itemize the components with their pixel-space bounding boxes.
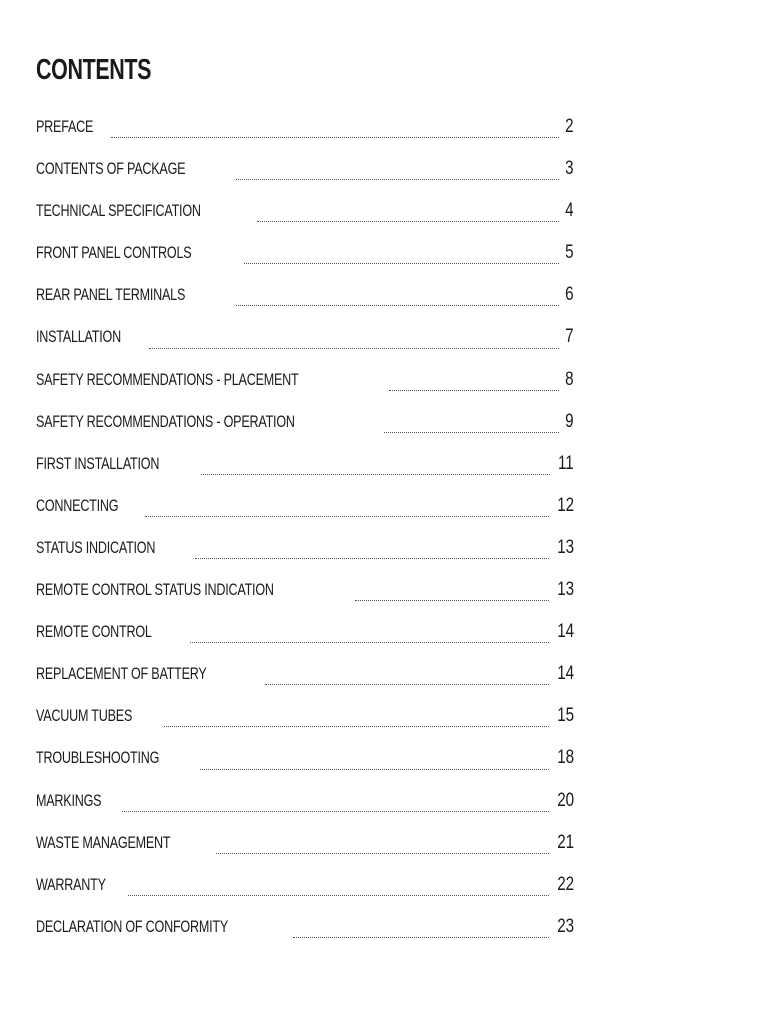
toc-entry (36, 322, 574, 364)
dot-leader (145, 515, 549, 517)
toc-entry-title: WARRANTY (36, 874, 106, 894)
toc-entry-title: FIRST INSTALLATION (36, 453, 160, 473)
dot-leader (384, 431, 560, 433)
toc-entry-page: 6 (565, 284, 574, 306)
toc-entry-title: PREFACE (36, 117, 94, 136)
toc-entry (36, 743, 574, 785)
toc-entry-title: REAR PANEL TERMINALS (36, 285, 186, 305)
toc-entry-title: TROUBLESHOOTING (36, 748, 160, 768)
dot-leader (389, 389, 560, 391)
toc-entry-page: 9 (565, 410, 574, 432)
toc-entry-title: WASTE MANAGEMENT (36, 832, 171, 852)
toc-entry (36, 659, 574, 701)
toc-entry (36, 701, 574, 743)
toc-entry (36, 912, 574, 954)
table-of-contents (36, 112, 574, 954)
dot-leader (265, 683, 549, 685)
toc-entry-page: 8 (565, 368, 574, 390)
toc-entry-page: 20 (557, 789, 574, 811)
toc-entry (36, 112, 574, 154)
dot-leader (236, 178, 560, 180)
toc-entry-page: 13 (557, 579, 574, 601)
toc-entry-title: SAFETY RECOMMENDATIONS - OPERATION (36, 411, 295, 431)
toc-entry-page: 22 (557, 873, 574, 895)
toc-entry (36, 491, 574, 533)
toc-entry-page: 5 (565, 242, 574, 264)
toc-entry-page: 14 (557, 663, 574, 685)
toc-entry-page: 12 (557, 494, 574, 516)
toc-entry-title: CONNECTING (36, 495, 119, 515)
toc-entry-page: 15 (557, 705, 574, 727)
toc-entry (36, 365, 574, 407)
toc-entry (36, 407, 574, 449)
toc-entry-title: CONTENTS OF PACKAGE (36, 159, 186, 179)
toc-entry (36, 870, 574, 912)
toc-entry-page: 21 (557, 831, 574, 853)
dot-leader (236, 304, 560, 306)
toc-entry (36, 786, 574, 828)
toc-entry (36, 617, 574, 659)
dot-leader (128, 894, 549, 896)
dot-leader (200, 768, 548, 770)
toc-entry-title: INSTALLATION (36, 327, 121, 347)
dot-leader (244, 262, 559, 264)
toc-entry-page: 4 (565, 200, 574, 222)
toc-entry-page: 13 (557, 536, 574, 558)
toc-entry-title: REMOTE CONTROL (36, 622, 152, 642)
toc-entry-page: 11 (558, 452, 574, 474)
toc-entry (36, 449, 574, 491)
dot-leader (149, 347, 560, 349)
dot-leader (201, 473, 551, 475)
toc-entry-title: TECHNICAL SPECIFICATION (36, 201, 201, 221)
toc-entry-page: 2 (565, 116, 574, 137)
dot-leader (122, 810, 549, 812)
toc-entry-title: STATUS INDICATION (36, 537, 156, 557)
toc-entry-title: REMOTE CONTROL STATUS INDICATION (36, 580, 274, 600)
toc-entry (36, 280, 574, 322)
toc-entry (36, 196, 574, 238)
dot-leader (164, 725, 549, 727)
page-title: CONTENTS (36, 54, 152, 86)
toc-entry-title: VACUUM TUBES (36, 706, 133, 726)
toc-entry-page: 14 (557, 621, 574, 643)
dot-leader (216, 852, 549, 854)
toc-entry-page: 23 (557, 915, 574, 937)
dot-leader (190, 641, 548, 643)
toc-entry-title: SAFETY RECOMMENDATIONS - PLACEMENT (36, 369, 299, 389)
toc-entry-page: 7 (565, 326, 574, 348)
dot-leader (111, 136, 559, 138)
toc-entry (36, 828, 574, 870)
toc-entry (36, 533, 574, 575)
dot-leader (355, 599, 549, 601)
toc-entry-title: FRONT PANEL CONTROLS (36, 243, 192, 263)
toc-entry-page: 3 (565, 158, 574, 180)
toc-entry (36, 154, 574, 196)
toc-entry (36, 575, 574, 617)
toc-entry-title: MARKINGS (36, 790, 102, 810)
toc-entry-title: DECLARATION OF CONFORMITY (36, 916, 229, 936)
dot-leader (257, 220, 560, 222)
toc-entry-title: REPLACEMENT OF BATTERY (36, 664, 207, 684)
toc-entry-page: 18 (557, 747, 574, 769)
dot-leader (195, 557, 549, 559)
toc-entry (36, 238, 574, 280)
dot-leader (293, 936, 548, 938)
